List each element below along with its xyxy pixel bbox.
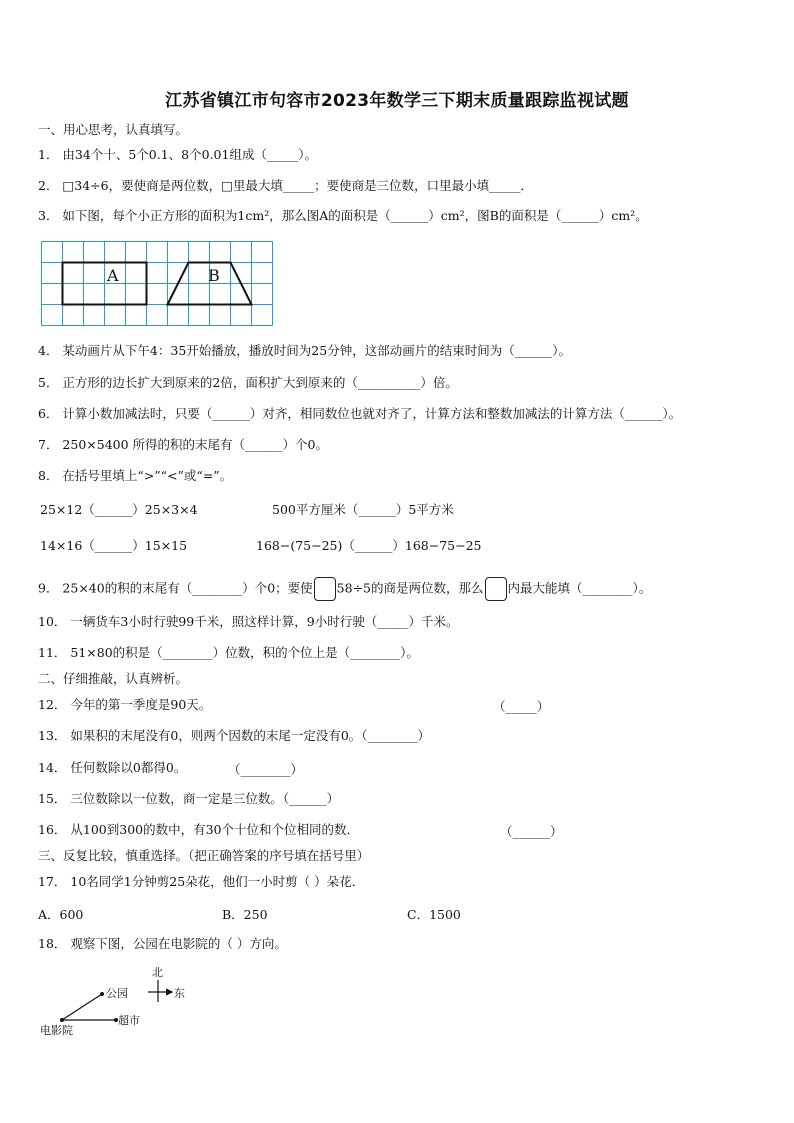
compass-north-label: 北	[152, 966, 163, 979]
question-8: 8． 在括号里填上“>”“<”或“=”。	[38, 468, 233, 483]
question-5: 5． 正方形的边长扩大到原来的2倍，面积扩大到原来的（__________）倍。	[38, 375, 458, 390]
question-6: 6． 计算小数加减法时，只要（______）对齐，相同数位也就对齐了，计算方法和整数加减法的计算方法（______）。	[38, 406, 682, 421]
answer-box	[314, 577, 336, 601]
question-17-option-c: C．1500	[407, 907, 461, 922]
question-16: 16． 从100到300的数中，有30个十位和个位相同的数．	[38, 822, 360, 837]
direction-map-figure	[38, 960, 218, 1040]
question-14: 14． 任何数除以0都得0。	[38, 760, 187, 775]
section-heading-2: 二、仔细推敲，认真辨析。	[38, 671, 189, 686]
question-9-part-2: 58÷5的商是两位数，那么	[336, 580, 484, 596]
grid-lines	[42, 242, 273, 326]
question-7: 7． 250×5400 所得的积的末尾有（______）个0。	[38, 437, 328, 452]
route-to-park	[62, 994, 102, 1020]
question-8-item-d: 168−(75−25)（______）168−75−25	[256, 538, 482, 553]
park-label: 公园	[106, 987, 128, 1000]
question-17-option-a: A．600	[38, 907, 84, 922]
shape-a-label: A	[107, 266, 119, 285]
question-4: 4． 某动画片从下午4：35开始播放，播放时间为25分钟，这部动画片的结束时间为（______）。	[38, 343, 571, 358]
question-13: 13． 如果积的末尾没有0，则两个因数的末尾一定没有0。（________）	[38, 728, 431, 743]
question-9-part-1: 9． 25×40的积的末尾有（________）个0；要使	[38, 580, 313, 596]
cinema-point	[60, 1018, 64, 1022]
question-12-blank: （_____）	[493, 699, 550, 714]
question-11: 11． 51×80的积是（________）位数，积的个位上是（________）。	[38, 645, 419, 660]
question-1: 1． 由34个十、5个0.1、8个0.01组成（_____）。	[38, 147, 317, 162]
answer-box	[485, 577, 507, 601]
market-label: 超市	[118, 1014, 140, 1027]
question-2: 2． □34÷6，要使商是两位数，□里最大填_____；要使商是三位数，口里最小填_____．	[38, 178, 533, 193]
section-heading-3: 三、反复比较，慎重选择。（把正确答案的序号填在括号里）	[38, 848, 370, 863]
question-15: 15． 三位数除以一位数，商一定是三位数。（______）	[38, 791, 340, 806]
question-10: 10． 一辆货车3小时行驶99千米，照这样计算，9小时行驶（_____）千米。	[38, 614, 459, 629]
question-8-item-b: 500平方厘米（______）5平方米	[272, 502, 454, 517]
question-9	[38, 577, 651, 601]
question-3: 3． 如下图，每个小正方形的面积为1cm²，那么图A的面积是（______）cm²，图B的面积是（______）cm²。	[38, 208, 648, 223]
question-9-part-3: 内最大能填（________）。	[507, 580, 652, 596]
question-17-option-b: B．250	[222, 907, 268, 922]
area-grid-figure	[41, 241, 273, 327]
park-point	[100, 992, 104, 996]
page-title: 江苏省镇江市句容市2023年数学三下期末质量跟踪监视试题	[165, 91, 629, 111]
question-12: 12． 今年的第一季度是90天。	[38, 697, 212, 712]
compass-east-label: 东	[174, 987, 185, 1000]
cinema-label: 电影院	[40, 1024, 73, 1037]
question-8-item-a: 25×12（______）25×3×4	[40, 502, 198, 517]
question-14-blank: （________）	[228, 762, 304, 777]
question-17: 17． 10名同学1分钟剪25朵花，他们一小时剪（ ）朵花．	[38, 874, 365, 889]
question-18: 18． 观察下图，公园在电影院的（ ）方向。	[38, 936, 287, 951]
question-16-blank: （______）	[500, 824, 563, 839]
section-heading-1: 一、用心思考，认真填写。	[38, 122, 189, 137]
question-8-item-c: 14×16（______）15×15	[40, 538, 188, 553]
shape-b-label: B	[208, 266, 220, 285]
